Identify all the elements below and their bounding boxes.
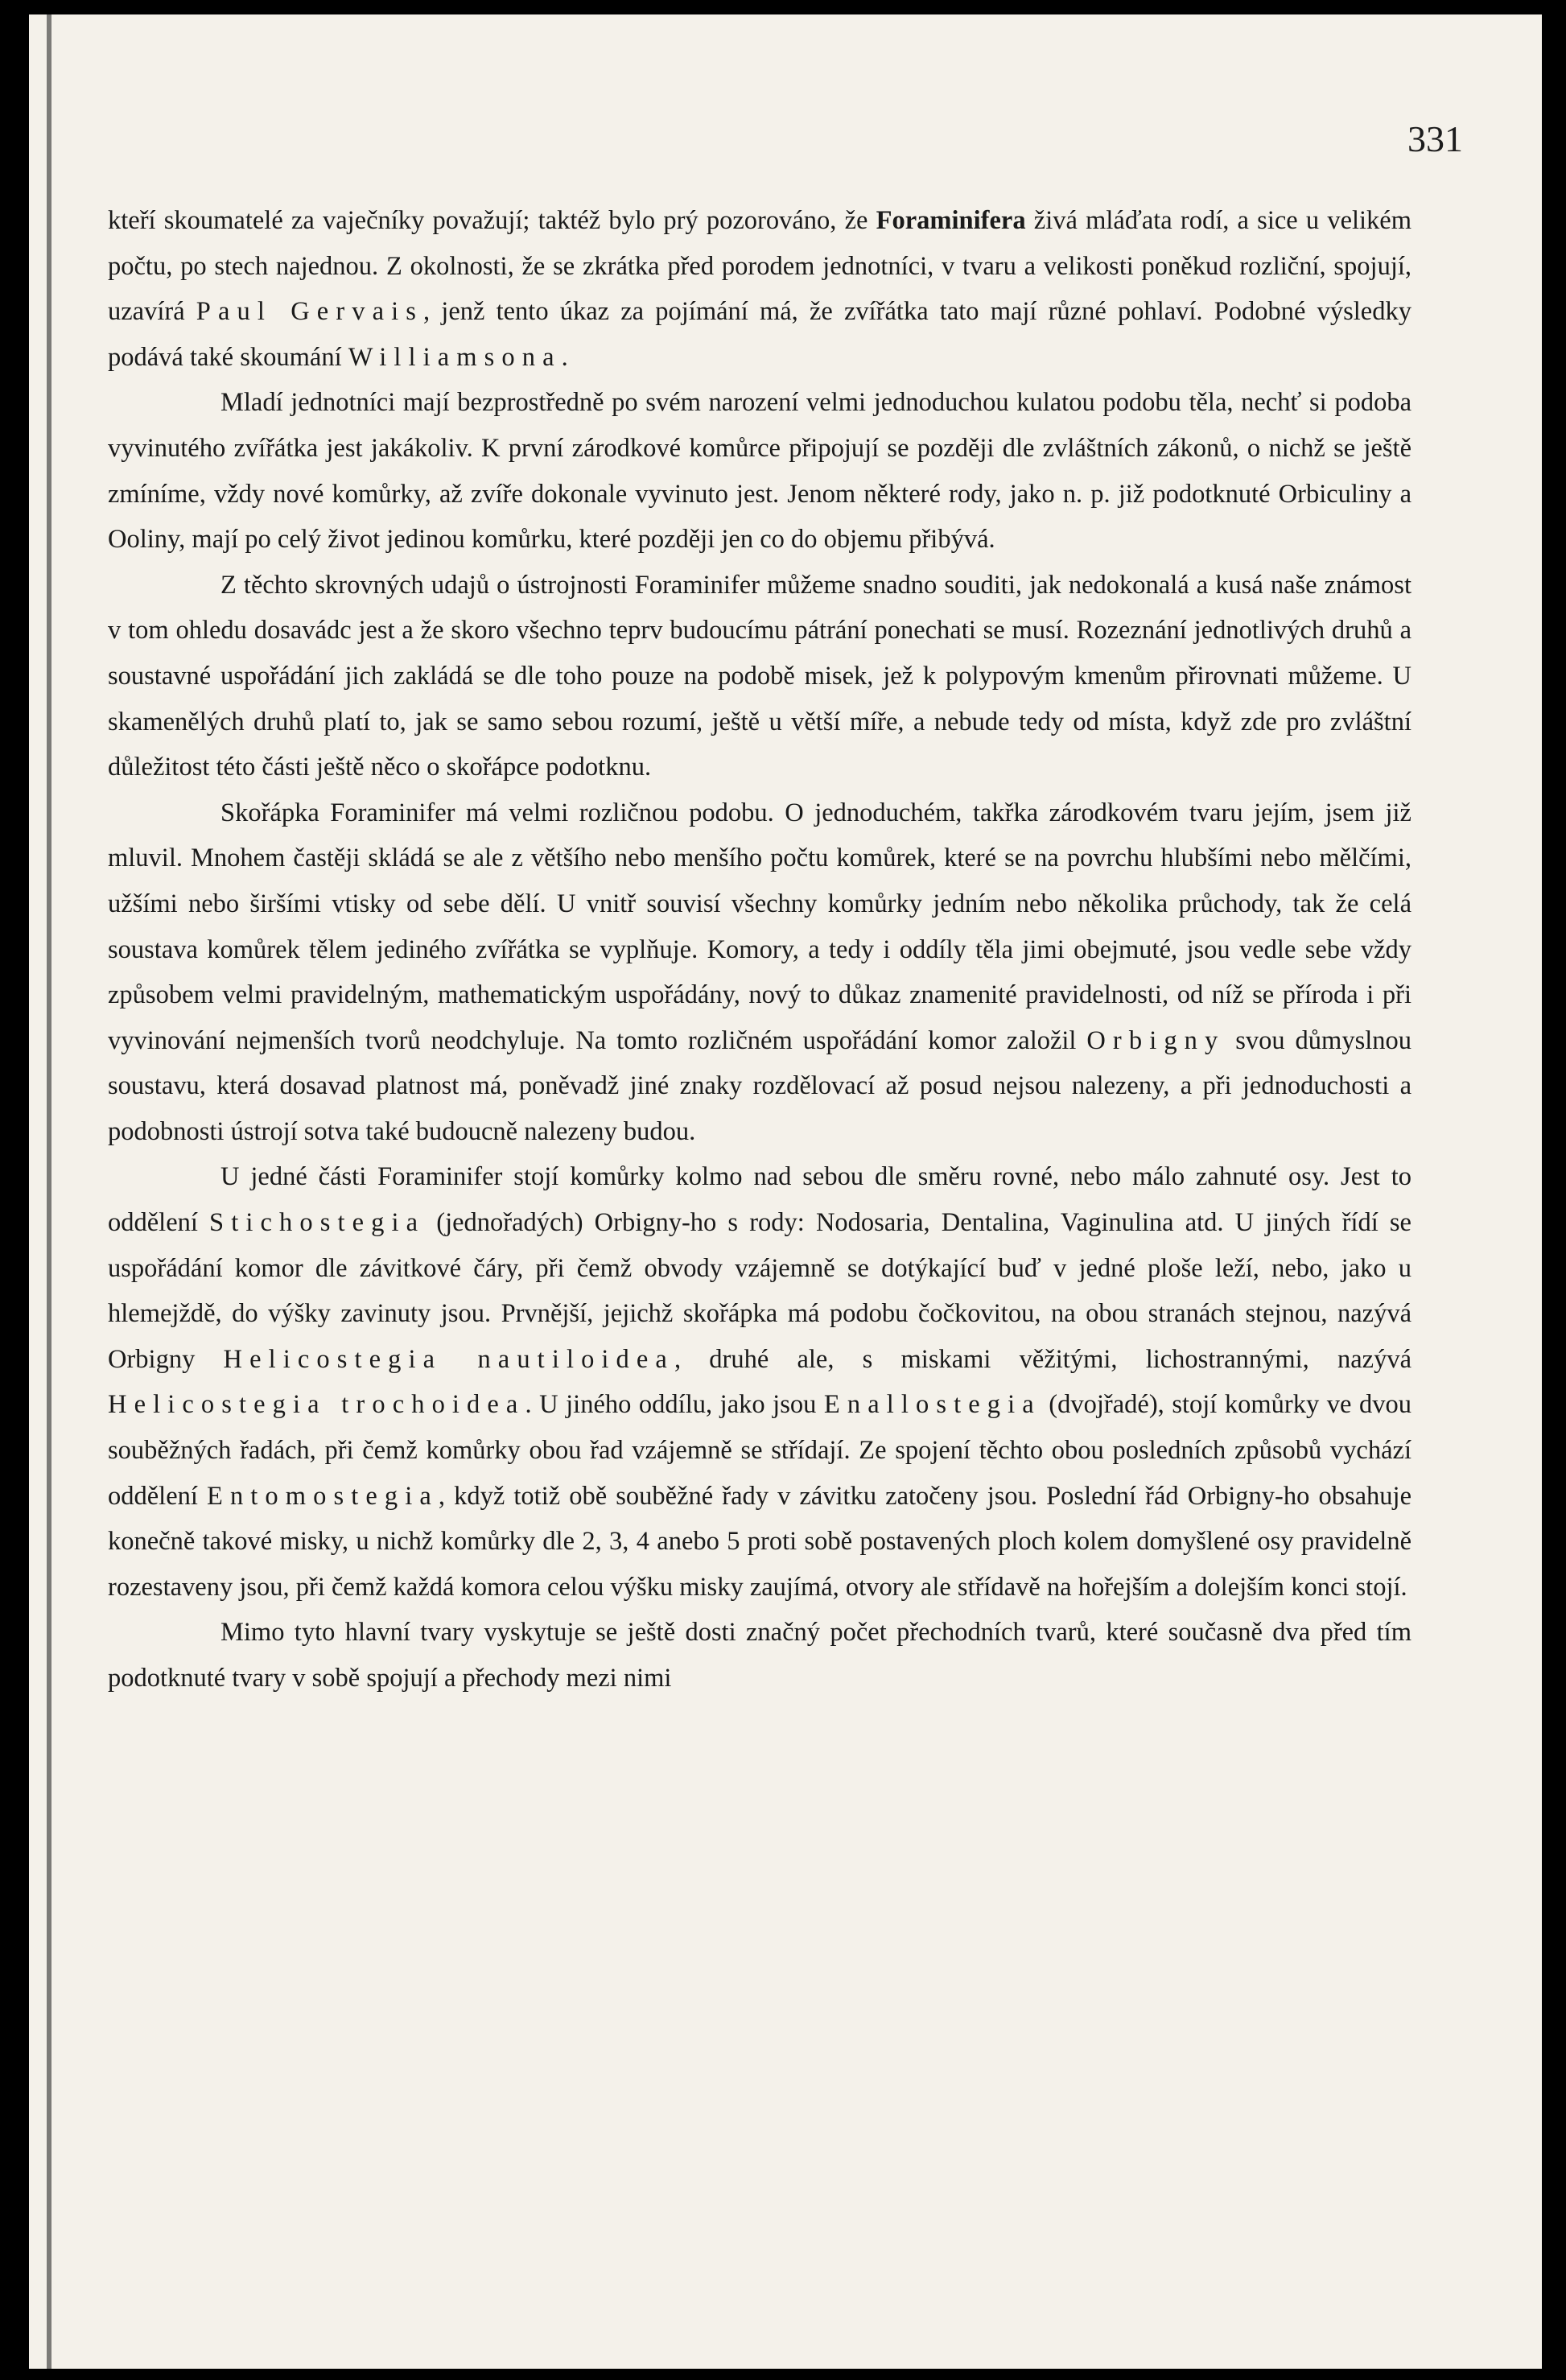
book-page bbox=[29, 14, 1542, 2369]
text-run: U jedné části Foraminifer stojí komůrky kolmo nad sebou dle směru rovné, nebo málo zahnuté osy. Jest to oddělení bbox=[108, 1162, 1411, 1238]
text-run: , když totiž obě souběžné řady v závitku zatočeny jsou. Poslední řád Orbigny-ho obsahuje konečně takové misky, u nichž komůrky dle 2, 3, 4 anebo 5 proti sobě postavených ploch kolem domyšlené osy pravidelně rozestaveny jsou, při čemž každá komora celou výšku misky zaujímá, otvory ale střídavě na hořejším a dolejším konci stojí. bbox=[108, 1481, 1411, 1602]
emphasis-text: Foraminifera bbox=[876, 206, 1026, 235]
text-run: , druhé ale, s miskami věžitými, lichostrannými, nazývá bbox=[674, 1344, 1412, 1374]
spaced-name: Williamsona bbox=[348, 342, 562, 372]
spaced-name: Stichostegia bbox=[209, 1208, 426, 1238]
spaced-name: Paul Gervais bbox=[196, 297, 424, 327]
text-run: kteří skoumatelé za vaječníky považují; taktéž bylo prý pozorováno, že bbox=[108, 206, 876, 235]
text-run: , jenž tento úkaz za pojímání má, že zvířátka tato mají různé pohlaví. Podobné výsledky podává také skoumání bbox=[108, 297, 1411, 372]
spaced-name: Entomostegia bbox=[207, 1481, 439, 1511]
text-run: Skořápka Foraminifer má velmi rozličnou podobu. O jednoduchém, takřka zárodkovém tvaru jejím, jsem již mluvil. Mnohem častěji skládá se ale z většího nebo menšího počtu komůrek, které se na povrchu hlubšími nebo mělčími, užšími nebo širšími vtisky od sebe dělí. U vnitř souvisí všechny komůrky jedním nebo několika průchody, tak že celá soustava komůrek tělem jediného zvířátka se vyplňuje. Komory, a tedy i oddíly těla jimi obejmuté, jsou vedle sebe vždy způsobem velmi pravidelným, mathematickým uspořádány, nový to důkaz znamenité pravidelnosti, od níž se příroda i při vyvinování nejmenších tvorů neodchyluje. Na tomto rozličném uspořádání komor založil bbox=[108, 798, 1411, 1055]
text-run: Mladí jednotníci mají bezprostředně po svém narození velmi jednoduchou kulatou podobu těla, nechť si podoba vyvinutého zvířátka jest jakákoliv. K první zárodkové komůrce připojují se později dle zvláštních zákonů, o nichž se ještě zmíníme, vždy nové komůrky, až zvíře dokonale vyvinuto jest. Jenom některé rody, jako n. p. již podotknuté Orbiculiny a Ooliny, mají po celý život jedinou komůrku, které později jen co do objemu přibývá. bbox=[108, 388, 1411, 555]
body-text bbox=[108, 198, 1411, 1701]
text-run: Mimo tyto hlavní tvary vyskytuje se ještě dosti značný počet přechodních tvarů, které současně dva před tím podotknuté tvary v sobě spojují a přechody mezi nimi bbox=[108, 1618, 1411, 1693]
text-run: (jednořadých) Orbigny-ho s rody: Nodosaria, Dentalina, Vaginulina atd. U jiných řídí se uspořádání komor dle závitkové čáry, při čemž obvody vzájemně se dotýkající buď v jedné ploše leží, nebo, jako u hlemejždě, do výšky zavinuty jsou. Prvnější, jejichž skořápka má podobu čočkovitou, na obou stranách stejnou, nazývá Orbigny bbox=[108, 1208, 1411, 1374]
text-run: . bbox=[561, 342, 568, 372]
spaced-name: Helicostegia trochoidea bbox=[108, 1390, 525, 1420]
paragraph bbox=[108, 790, 1411, 1155]
text-run: svou důmyslnou soustavu, která dosavad platnost má, poněvadž jiné znaky rozdělovací až posud nejsou nalezeny, a při jednoduchosti a podobnosti ústrojí sotva také budoucně nalezeny budou. bbox=[108, 1025, 1412, 1146]
paragraph bbox=[108, 198, 1411, 380]
text-run: . U jiného oddílu, jako jsou bbox=[525, 1390, 824, 1420]
paragraph bbox=[108, 1154, 1411, 1610]
text-run: Z těchto skrovných udajů o ústrojnosti Foraminifer můžeme snadno souditi, jak nedokonalá a kusá naše známost v tom ohledu dosavádc jest a že skoro všechno teprv budoucímu pátrání ponechati se musí. Rozeznání jednotlivých druhů a soustavné uspořádání jich zakládá se dle toho pouze na podobě misek, jež k polypovým kmenům přirovnati můžeme. U skamenělých druhů platí to, jak se samo sebou rozumí, ještě u větší míře, a nebude tedy od místa, když zde pro zvláštní důležitost této části ještě něco o skořápce podotknu. bbox=[108, 570, 1411, 782]
scan-binding-edge bbox=[47, 14, 52, 2369]
text-run: (dvojřadé), stojí komůrky ve dvou souběžných řadách, při čemž komůrky obou řad vzájemně se střídají. Ze spojení těchto obou posledních způsobů vychází oddělení bbox=[108, 1390, 1411, 1511]
text-run: živá mláďata rodí, a sice u velikém počtu, po stech najednou. Z okolnosti, že se zkrátka před porodem jednotníci, v tvaru a velikosti poněkud rozliční, spojují, uzavírá bbox=[108, 206, 1412, 327]
paragraph bbox=[108, 1610, 1411, 1701]
spaced-name: Enallostegia bbox=[823, 1390, 1041, 1420]
page-number: 331 bbox=[1407, 118, 1463, 159]
spaced-name: Orbigny bbox=[1086, 1025, 1226, 1055]
paragraph bbox=[108, 563, 1411, 790]
spaced-name: Helicostegia nautiloidea bbox=[223, 1344, 674, 1374]
paragraph bbox=[108, 380, 1411, 562]
